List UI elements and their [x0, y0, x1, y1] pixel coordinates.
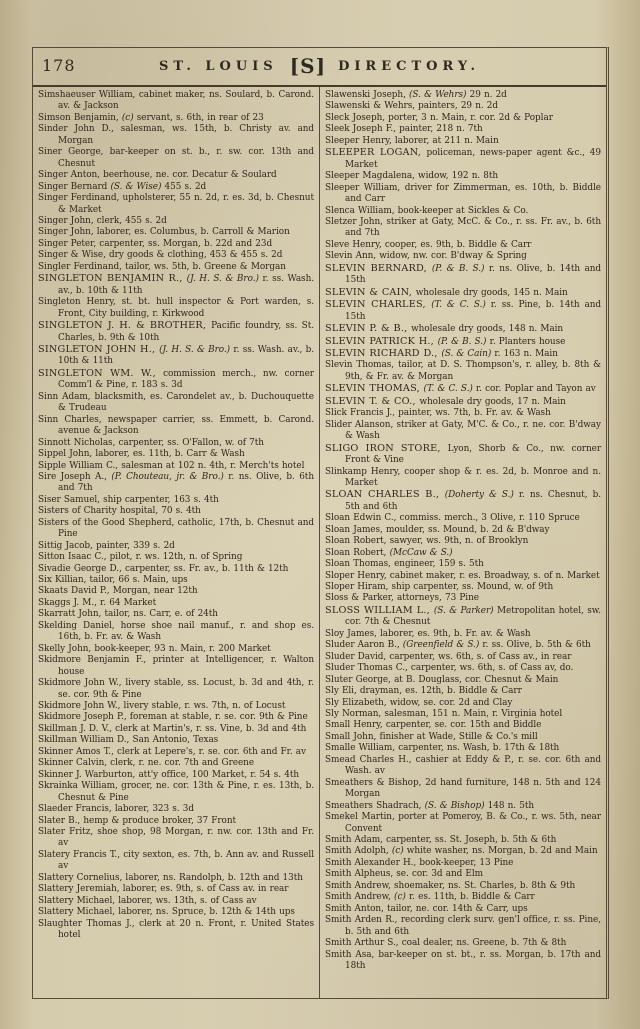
page-frame [32, 47, 609, 999]
columns-container [33, 87, 606, 998]
directory-entry: SINGLETON J. H. & BROTHER, Pacific foundry, ss. St. Charles, b. 9th & 10th [38, 320, 315, 343]
directory-entry: Smith Adolph, (c) white washer, ns. Morgan, b. 2d and Main [325, 846, 598, 857]
directory-entry: Slevin Ann, widow, nw. cor. B'dway & Spring [325, 251, 527, 262]
directory-entry: Sletzer John, striker at Gaty, McC. & Co., r. ss. Fr. av., b. 6th and 7th [325, 216, 601, 239]
directory-entry: Sluter George, at B. Douglass, cor. Chesnut & Main [325, 674, 559, 685]
directory-entry: SLEVIN THOMAS, (T. & C. S.) r. cor. Poplar and Tayon av [325, 383, 596, 395]
directory-entry: Small John, finisher at Wade, Stille & Co.'s mill [325, 731, 538, 742]
directory-entry: Sleck Joseph, porter, 3 n. Main, r. cor. 2d & Poplar [325, 112, 553, 123]
directory-entry: Sleeper Magdalena, widow, 192 n. 8th [325, 171, 499, 182]
directory-entry: Smith Arden R., recording clerk surv. gen'l office, r. ss. Pine, b. 5th and 6th [325, 915, 601, 937]
directory-entry: Slaughter Thomas J., clerk at 20 n. Front, r. United States hotel [38, 918, 314, 941]
directory-entry: Skidmore John W., livery stable, r. ws. 7th, n. of Locust [38, 701, 286, 712]
directory-entry: Smith Alexander H., book-keeper, 13 Pine [325, 857, 514, 868]
directory-entry: Skarratt John, tailor, ns. Carr, e. of 24th [38, 609, 218, 620]
directory-entry: SLEEPER LOGAN, policeman, news-paper agent &c., 49 Market [325, 147, 601, 170]
directory-entry: Sivadie George D., carpenter, ss. Fr. av., b. 11th & 12th [38, 563, 289, 574]
directory-entry: Sinnott Nicholas, carpenter, ss. O'Fallon, w. of 7th [38, 437, 264, 448]
directory-entry: Sire Joseph A., (P. Chouteau, jr. & Bro.) r. ns. Olive, b. 6th and 7th [38, 471, 314, 494]
directory-entry: Skillman William D., San Antonio, Texas [38, 735, 219, 746]
directory-entry: Sly Eli, drayman, es. 12th, b. Biddle & Carr [325, 686, 522, 697]
directory-entry: Skinner J. Warburton, att'y office, 100 Market, r. 54 s. 4th [38, 769, 300, 780]
directory-entry: Sloper Hiram, ship carpenter, ss. Mound, w. of 9th [325, 582, 554, 593]
directory-entry: Simshaeuser William, cabinet maker, ns. Soulard, b. Carond. av. & Jackson [38, 90, 314, 112]
directory-entry: SINGLETON JOHN H., (J. H. S. & Bro.) r. ss. Wash. av., b. 10th & 11th [38, 343, 314, 367]
directory-entry: SLEVIN PATRICK H., (P. & B. S.) r. Planters house [325, 335, 566, 347]
directory-entry: SLEVIN RICHARD D., (S. & Cain) r. 163 n. Main [325, 347, 558, 359]
directory-entry: Singer & Wise, dry goods & clothing, 453 & 455 s. 2d [38, 250, 283, 261]
directory-entry: Sinder John D., salesman, ws. 15th, b. Christy av. and Morgan [38, 124, 314, 146]
directory-entry: Smith Arthur S., coal dealer, ns. Greene, b. 7th & 8th [325, 938, 567, 949]
directory-entry: Simson Benjamin, (c) servant, s. 6th, in rear of 23 [38, 112, 264, 123]
directory-entry: Skaggs J. M., r. 64 Market [38, 597, 157, 608]
directory-entry: Skillman J. D. V., clerk at Martin's, r. ss. Vine, b. 3d and 4th [38, 723, 307, 734]
directory-entry: Singler Ferdinand, tailor, ws. 5th, b. Greene & Morgan [38, 261, 286, 272]
directory-entry: Smead Charles H., cashier at Eddy & P., r. se. cor. 6th and Wash. av [325, 754, 601, 777]
directory-entry: Slatery Francis T., city sexton, es. 7th, b. Ann av. and Russell av [38, 849, 314, 872]
directory-entry: Skidmore John W., livery stable, ss. Locust, b. 3d and 4th, r. se. cor. 9th & Pine [38, 678, 314, 700]
directory-entry: SINGLETON BENJAMIN R., (J. H. S. & Bro.) r. ss. Wash. av., b. 10th & 11th [38, 273, 315, 296]
directory-entry: Slawenski Joseph, (S. & Wehrs) 29 n. 2d [325, 90, 507, 100]
directory-entry: Siser Samuel, ship carpenter, 163 s. 4th [38, 494, 219, 505]
directory-entry: Sinn Adam, blacksmith, es. Carondelet av., b. Duchouquette & Trudeau [38, 391, 314, 414]
directory-entry: SLEVIN P. & B., wholesale dry goods, 148 n. Main [325, 323, 564, 335]
directory-entry: Sittig Jacob, painter, 339 s. 2d [38, 540, 175, 551]
title-city: ST. LOUIS [158, 59, 278, 74]
directory-entry: Singer Bernard (S. & Wise) 455 s. 2d [38, 181, 207, 192]
directory-entry: Sloan James, moulder, ss. Mound, b. 2d & B'dway [325, 524, 550, 535]
directory-entry: Sisters of the Good Shepherd, catholic, 17th, b. Chesnut and Pine [38, 517, 314, 540]
directory-entry: Sitton Isaac C., pilot, r. ws. 12th, n. of Spring [38, 552, 243, 563]
directory-entry: Six Killian, tailor, 66 s. Main, ups [38, 575, 188, 586]
directory-entry: Smalle William, carpenter, ns. Wash, b. 17th & 18th [325, 743, 560, 754]
directory-entry: Slattery Cornelius, laborer, ns. Randolph, b. 12th and 13th [38, 872, 303, 883]
directory-entry: Sloy James, laborer, es. 9th, b. Fr. av. & Wash [325, 628, 531, 639]
directory-entry: SLEVIN BERNARD, (P. & B. S.) r. ns. Olive, b. 14th and 15th [325, 262, 601, 286]
directory-entry: Singer Ferdinand, upholsterer, 55 n. 2d, r. es. 3d, b. Chesnut & Market [38, 193, 314, 215]
directory-entry: Slider Alanson, striker at Gaty, M'C. & Co., r. ne. cor. B'dway & Wash [325, 419, 601, 442]
directory-entry: Smith Andrew, shoemaker, ns. St. Charles, b. 8th & 9th [325, 880, 576, 891]
directory-entry: Skaats David P., Morgan, near 12th [38, 586, 198, 597]
directory-entry: Singer John, laborer, es. Columbus, b. Carroll & Marion [38, 227, 290, 238]
directory-entry: Skinner Calvin, clerk, r. ne. cor. 7th and Greene [38, 758, 255, 769]
directory-entry: SLEVIN & CAIN, wholesale dry goods, 145 n. Main [325, 286, 568, 298]
directory-entry: Smith Anton, tailor, ne. cor. 14th & Carr, ups [325, 903, 528, 914]
directory-entry: Skelly John, book-keeper, 93 n. Main, r. 200 Market [38, 643, 271, 654]
directory-entry: Sleeper Henry, laborer, at 211 n. Main [325, 135, 499, 146]
directory-entry: Sluder David, carpenter, ws. 6th, s. of Cass av., in rear [325, 651, 572, 662]
directory-entry: Sinn Charles, newspaper carrier, ss. Emmett, b. Carond. avenue & Jackson [38, 414, 314, 437]
directory-entry: Small Henry, carpenter, se. cor. 15th and Biddle [325, 720, 542, 731]
directory-entry: Sipple William C., salesman at 102 n. 4th, r. Merch'ts hotel [38, 460, 305, 471]
directory-entry: Slattery Michael, laborer, ns. Spruce, b. 12th & 14th ups [38, 907, 295, 918]
directory-entry: Smith Asa, bar-keeper on st. bt., r. ss. Morgan, b. 17th and 18th [325, 949, 601, 971]
directory-entry: Sloan Edwin C., commiss. merch., 3 Olive, r. 110 Spruce [325, 513, 580, 524]
directory-entry: SLIGO IRON STORE, Lyon, Shorb & Co., nw. corner Front & Vine [325, 442, 602, 466]
directory-entry: Singleton Henry, st. bt. hull inspector & Port warden, s. Front, City building, r. Kirkwood [38, 297, 314, 319]
directory-entry: Slater Fritz, shoe shop, 98 Morgan, r. nw. cor. 13th and Fr. av [38, 827, 314, 849]
directory-entry: Skidmore Benjamin F., printer at Intelligencer, r. Walton house [38, 655, 314, 677]
directory-entry: Sloss & Parker, attorneys, 73 Pine [325, 593, 479, 604]
directory-entry: Smith Alpheus, se. cor. 3d and Elm [325, 869, 484, 880]
directory-entry: Smekel Martin, porter at Pomeroy, B. & Co., r. ws. 5th, near Convent [325, 812, 601, 834]
left-column [33, 87, 319, 998]
directory-entry: Smeathers & Bishop, 2d hand furniture, 148 n. 5th and 124 Morgan [325, 777, 601, 800]
directory-entry: Slaeder Francis, laborer, 323 s. 3d [38, 804, 194, 815]
right-column [320, 87, 606, 998]
directory-entry: Slinkamp Henry, cooper shop & r. es. 2d, b. Monroe and n. Market [325, 466, 601, 488]
directory-entry: Slawenski & Wehrs, painters, 29 n. 2d [325, 101, 499, 112]
directory-entry: Singer Anton, beerhouse, ne. cor. Decatur & Soulard [38, 170, 277, 181]
directory-entry: SLEVIN T. & CO., wholesale dry goods, 17 n. Main [325, 395, 566, 407]
directory-entry: Skidmore Joseph P., foreman at stable, r. se. cor. 9th & Pine [38, 712, 308, 723]
directory-entry: Slattery Michael, laborer, ws. 13th, s. of Cass av [38, 895, 257, 906]
directory-entry: Sloper Henry, cabinet maker, r. es. Broadway, s. of n. Market [325, 570, 600, 581]
directory-entry: Sly Norman, salesman, 151 n. Main, r. Virginia hotel [325, 709, 563, 720]
directory-entry: Skinner Amos T., clerk at Lepere's, r. se. cor. 6th and Fr. av [38, 746, 306, 757]
directory-entry: SLOSS WILLIAM L., (S. & Parker) Metropolitan hotel, sw. cor. 7th & Chesnut [325, 604, 602, 628]
directory-entry: Singer John, clerk, 455 s. 2d [38, 215, 167, 226]
directory-entry: Siner George, bar-keeper on st. b., r. sw. cor. 13th and Chesnut [38, 147, 314, 169]
directory-entry: Sloan Robert, sawyer, ws. 9th, n. of Brooklyn [325, 536, 529, 547]
directory-entry: Slick Francis J., painter, ws. 7th, b. Fr. av. & Wash [325, 408, 551, 419]
directory-entry: Skrainka William, grocer, ne. cor. 13th & Pine, r. es. 13th, b. Chesnut & Pine [38, 781, 314, 803]
directory-entry: Sippel John, laborer, es. 11th, b. Carr & Wash [38, 449, 245, 460]
page-title [159, 55, 480, 79]
directory-entry: Slattery Jeremiah, laborer, es. 9th, s. of Cass av. in rear [38, 884, 289, 895]
page-number: 178 [42, 56, 76, 75]
directory-entry: Smith Adam, carpenter, ss. St. Joseph, b. 5th & 6th [325, 835, 557, 845]
directory-entry: Smeathers Shadrach, (S. & Bishop) 148 n. 5th [325, 800, 535, 811]
directory-entry: Slevin Thomas, tailor, at D. S. Thompson's, r. alley, b. 8th & 9th, & Fr. av. & Morgan [325, 360, 601, 382]
title-directory: DIRECTORY. [338, 59, 481, 74]
directory-entry: Sloan Robert, (McCaw & S.) [325, 547, 453, 558]
directory-entry: Sisters of Charity hospital, 70 s. 4th [38, 506, 201, 517]
directory-entry: Sleek Joseph F., painter, 218 n. 7th [325, 124, 483, 135]
directory-entry: Slater B., hemp & produce broker, 37 Front [38, 815, 237, 826]
directory-entry: Sluder Thomas C., carpenter, ws. 6th, s. of Cass av, do. [325, 663, 574, 674]
section-letter: [S] [289, 53, 327, 78]
directory-entry: Singer Peter, carpenter, ss. Morgan, b. 22d and 23d [38, 238, 273, 249]
directory-entry: Sluder Aaron B., (Greenfield & S.) r. ss. Olive, b. 5th & 6th [325, 640, 591, 651]
page-header [33, 48, 606, 87]
directory-entry: Sly Elizabeth, widow, se. cor. 2d and Clay [325, 697, 513, 708]
directory-entry: Slenca William, book-keeper at Sickles & Co. [325, 205, 529, 216]
directory-entry: Sloan Thomas, engineer, 159 s. 5th [325, 559, 484, 570]
directory-entry: Sleve Henry, cooper, es. 9th, b. Biddle & Carr [325, 239, 532, 250]
directory-entry: SLEVIN CHARLES, (T. & C. S.) r. ss. Pine, b. 14th and 15th [325, 299, 602, 322]
directory-entry: Smith Andrew, (c) r. es. 11th, b. Biddle & Carr [325, 892, 535, 903]
directory-entry: Sleeper William, driver for Zimmerman, es. 10th, b. Biddle and Carr [325, 182, 601, 205]
directory-entry: SLOAN CHARLES B., (Doherty & S.) r. ns. Chesnut, b. 5th and 6th [325, 489, 602, 512]
directory-entry: SINGLETON WM. W., commission merch., nw. corner Comm'l & Pine, r. 183 s. 3d [38, 367, 314, 391]
directory-entry: Skelding Daniel, horse shoe nail manuf., r. and shop es. 16th, b. Fr. av. & Wash [38, 620, 314, 643]
